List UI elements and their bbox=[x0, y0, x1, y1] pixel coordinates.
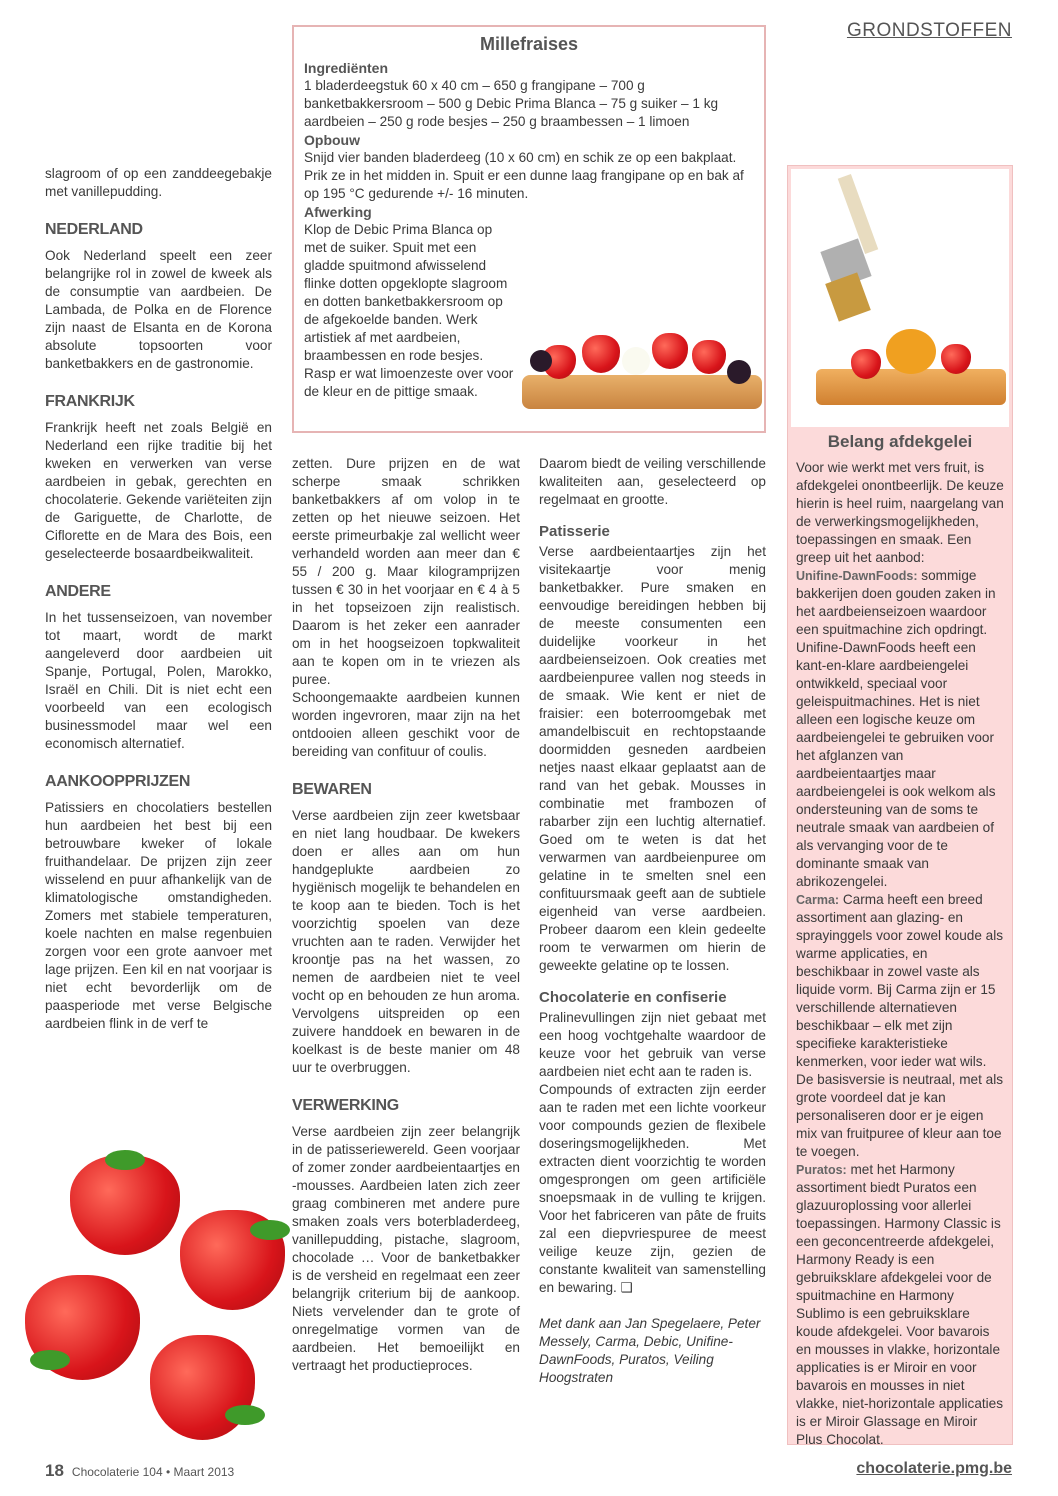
paragraph: Pralinevullingen zijn niet gebaat met een hoog vochtgehalte waardoor de keuze voor het gebruik van verse aardbeien niet echt aan te raden is. bbox=[539, 1010, 766, 1079]
paragraph: met het Harmony assortiment biedt Puratos een glazuuroplossing voor allerlei toepassingen. Harmony Classic is een geconcentreerde afdekgelei, Harmony Ready is een gebruiksklare afdekgelei voor de spuitmachine en Harmony Sublimo is een gebruiksklare koude afdekgelei. Voor bavarois en mousses in vlakke, horizontale applicaties is er Miroir en voor bavarois en mousses in niet vlakke, niet-horizontale applicaties is er Miroir Glassage en Miroir Plus Chocolat. bbox=[796, 1162, 1004, 1447]
recipe-box bbox=[292, 25, 766, 433]
issue-info: Chocolaterie 104 • Maart 2013 bbox=[71, 1465, 235, 1479]
paragraph: zetten. Dure prijzen en de wat scherpe smaak schrikken banketbakkers af om volop in te zetten op het nieuwe seizoen. Het eerste primeurbakje zal wellicht weer verhandeld worden aan meer dan € 55 / 200 g. Maar kilogramprijzen tussen € 30 in het voorjaar en € 4 à 5 in het topseizoen zijn realistisch. Daarom is het zeker een aanrader om in het hoogseizoen topkwaliteit aan te kopen om in te vriezen als puree. bbox=[292, 456, 520, 687]
paragraph: Verse aardbeien zijn zeer belangrijk in de patisseriewereld. Geen voorjaar of zomer zonder aardbeientaartjes en -mousses. Aardbeien laten zich zeer graag combineren met andere pure smaken zoals vers boterbladerdeeg, vanillepudding, pistache, slagroom, chocolade … Voor de banketbakker is de versheid en regelmaat een zeer belangrijk criterium bij de aankoop. Niets vervelender dan te grote of onregelmatige vormen van de aardbeien. Het bemoeilijkt en vertraagt het productieproces. bbox=[292, 1124, 520, 1373]
ingredients-text: 1 bladerdeegstuk 60 x 40 cm – 650 g frangipane – 700 g banketbakkersroom – 500 g Debic Prima Blanca – 75 g suiker – 1 kg aardbeien – 250 g rode besjes – 250 g braambessen – 1 limoen bbox=[304, 78, 719, 129]
paragraph: Ook Nederland speelt een zeer belangrijke rol in zowel de kweek als de consumptie van aardbeien. De Lambada, de Polka en de Florence zijn naast de Elsanta en de Korona absolute topsoorten voor banketbakkers en de gastronomie. bbox=[45, 248, 272, 371]
glazing-brush-image bbox=[791, 169, 1009, 427]
column-2 bbox=[292, 455, 520, 1375]
page-number: 18 bbox=[45, 1461, 64, 1480]
strawberries-image bbox=[20, 1150, 300, 1450]
brand-label: Carma: bbox=[796, 893, 840, 907]
paragraph: Verse aardbeien zijn zeer kwetsbaar en niet lang houdbaar. De kwekers doen er alles aan om hun handgeplukte aardbeien zo hygiënisch mogelijk te behandelen en te koop aan te bieden. Toch is het voorzichtig spoelen van deze vruchten aan te raden. Verwijder het kroontje pas na het wassen, zo nemen de aardbeien niet te veel vocht op en behouden ze hun aroma. Vervolgens uitspreiden op een zuivere handdoek en bewaren in de koelkast is de beste manier om 48 uur te overbruggen. bbox=[292, 808, 520, 1075]
paragraph: Patissiers en chocolatiers bestellen hun aardbeien het best bij een betrouwbare kweker of lokale fruithandelaar. De prijzen zijn zeer wisselend en puur afhankelijk van de klimatologische omstandigheden. Zomers met stabiele temperaturen, koele nachten en malse regenbuien zorgen voor een grote aanvoer met lage prijzen. Een kil en nat voorjaar is niet echt bevorderlijk om de paasperiode met verse Belgische aardbeien flink in de verf te bbox=[45, 800, 272, 1031]
paragraph: Voor wie werkt met vers fruit, is afdekgelei onontbeerlijk. De keuze hierin is heel ruim, naargelang van de verwerkingsmogelijkheden, toepassingen en smaak. Een greep uit het aanbod: bbox=[796, 460, 1004, 565]
sidebar-title: Belang afdekgelei bbox=[827, 432, 973, 451]
tart-image bbox=[522, 305, 762, 420]
paragraph: Schoongemaakte aardbeien kunnen worden ingevroren, maar zijn na het ontdooien alleen geschikt voor de bereiding van confituur of coulis. bbox=[292, 690, 520, 759]
build-label: Opbouw bbox=[304, 132, 360, 148]
paragraph: In het tussenseizoen, van november tot maart, wordt de markt aangeleverd door aardbeien uit Spanje, Portugal, Polen, Marokko, Israël en Chili. Dit is niet echt een voorbeeld van een ecologisch businessmodel maar wel een economisch alternatief. bbox=[45, 610, 272, 751]
ingredients-label: Ingrediënten bbox=[304, 60, 389, 76]
paragraph: Verse aardbeientaartjes zijn het visitekaartje voor menig banketbakker. Pure smaken en eenvoudige bereidingen hebben bij de meeste consumenten een duidelijke voorkeur in het aardbeienseizoen. Ook creaties met aardbeienpuree vallen nog steeds in de smaak. Wie kent er niet de fraisier: een boterroomgebak met amandelbiscuit en rechtopstaande doormidden gesneden aardbeien netjes naast elkaar geplaatst aan de rand van het gebak. Mousses in combinatie met frambozen of rabarber zijn een luchtig alternatief. Goed om te weten is dat het verwarmen van aardbeienpuree om gelatine in te smelten snel een confituursmaak geeft aan de subtiele eigenheid van verse aardbeien. Probeer daarom een klein gedeelte room te verwarmen om hierin de geweekte gelatine op te lossen. bbox=[539, 544, 766, 973]
paragraph: Frankrijk heeft net zoals België en Nederland een rijke traditie bij het kweken en verwerken van verse aardbeien in gebak, gerechten en chocolaterie. Gekende variëteiten zijn de Gariguette, de Charlotte, de Ciflorette en de Mara des Bois, een geselecteerde bosaardbeikwaliteit. bbox=[45, 420, 272, 561]
brand-label: Unifine-DawnFoods: bbox=[796, 569, 918, 583]
footer-issue bbox=[45, 1462, 234, 1481]
heading-frankrijk: FRANKRIJK bbox=[45, 393, 135, 410]
brand-label: Puratos: bbox=[796, 1163, 847, 1177]
heading-patisserie: Patisserie bbox=[539, 523, 610, 540]
end-mark-icon: ❑ bbox=[620, 1280, 633, 1295]
paragraph: sommige bakkerijen doen gouden zaken in het aardbeienseizoen waardoor een spuitmachine zich opdringt. Unifine-DawnFoods heeft een kant-en-klare aardbeiengelei ontwikkeld, speciaal voor geleispuitmachines. Het is niet alleen een logische keuze om aardbeiengelei te gebruiken voor het afglanzen van aardbeientaartjes maar aardbeiengelei is ook welkom als ondersteuning van de soms te neutrale smaak van aardbeien of als vervanging voor de te dominante smaak van abrikozengelei. bbox=[796, 568, 996, 889]
paragraph: Carma heeft een breed assortiment aan glazing- en sprayinggels voor zowel koude als warme applicaties, en beschikbaar in zowel vaste als liquide vorm. Bij Carma zijn er 15 verschillende alternatieven beschikbaar – elk met zijn specifieke karakteristieke kenmerken, voor ieder wat wils. De basisversie is neutraal, met als grote voordeel dat je kan personaliseren door er je eigen mix van fruitpuree of kleur aan toe te voegen. bbox=[796, 892, 1004, 1159]
heading-aankoopprijzen: AANKOOPPRIJZEN bbox=[45, 773, 191, 790]
heading-bewaren: BEWAREN bbox=[292, 781, 372, 798]
finish-text: Klop de Debic Prima Blanca op met de suiker. Spuit met een gladde spuitmond afwisselend flinke dotten opgeklopte slagroom en dotten banketbakkersroom op de afgekoelde banden. Werk artistiek af met aardbeien, braambessen en rode besjes. Rasp er wat limoenzeste over voor de kleur en de pittige smaak. bbox=[304, 222, 514, 399]
website-link[interactable]: chocolaterie.pmg.be bbox=[856, 1460, 1012, 1477]
column-1 bbox=[45, 165, 272, 1033]
paragraph: Compounds of extracten zijn eerder aan te raden met een lichte voorkeur voor compounds gezien de flexibele doseringsmogelijkheden. Met extracten dient voorzichtig te worden omgesprongen om geen artificiële snoepsmaak in de vulling te krijgen. Voor het fabriceren van pâte de fruits zal een diepvriespuree de meest veilige keuze zijn, gezien de constante kwaliteit van samenstelling en bewaring. bbox=[539, 1082, 766, 1295]
heading-chocolaterie: Chocolaterie en confiserie bbox=[539, 989, 727, 1006]
column-3 bbox=[539, 455, 766, 1387]
section-label: GRONDSTOFFEN bbox=[846, 20, 1012, 41]
paragraph: Daarom biedt de veiling verschillende kwaliteiten aan, geselecteerd op regelmaat en grootte. bbox=[539, 456, 766, 507]
heading-nederland: NEDERLAND bbox=[45, 221, 143, 238]
sidebar-box bbox=[787, 165, 1013, 1445]
acknowledgements: Met dank aan Jan Spegelaere, Peter Messely, Carma, Debic, Unifine-DawnFoods, Puratos, Veiling Hoogstraten bbox=[539, 1316, 761, 1385]
sidebar-text bbox=[788, 459, 1012, 1449]
heading-andere: ANDERE bbox=[45, 583, 111, 600]
intro-text: slagroom of op een zanddeegebakje met vanillepudding. bbox=[45, 166, 272, 199]
finish-label: Afwerking bbox=[304, 204, 372, 220]
build-text: Snijd vier banden bladerdeeg (10 x 60 cm) en schik ze op een bakplaat. Prik ze in het midden in. Spuit er een dunne laag frangipane op en bak af op 195 °C gedurende +/- 16 minuten. bbox=[304, 150, 744, 201]
recipe-title: Millefraises bbox=[479, 34, 579, 54]
heading-verwerking: VERWERKING bbox=[292, 1097, 399, 1114]
